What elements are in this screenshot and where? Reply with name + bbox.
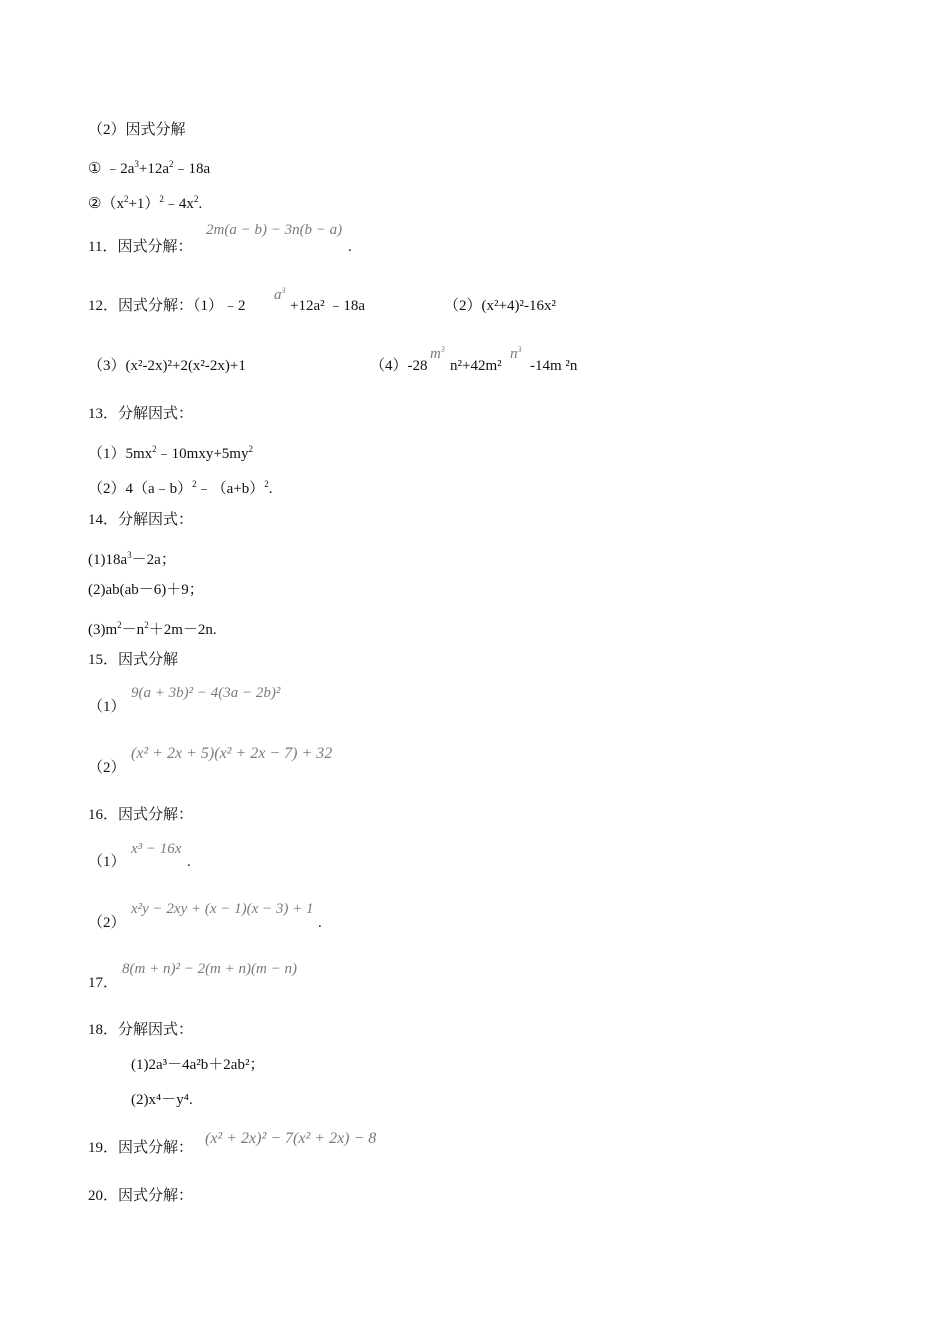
q19-label: 19．因式分解：: [88, 1140, 194, 1156]
q12-part2: （2）(x²+4)²-16x²: [444, 298, 556, 314]
q18-label: 18．分解因式：: [88, 1022, 194, 1038]
q16-label: 16．因式分解：: [88, 807, 194, 823]
q18-part2: (2)x⁴－y⁴.: [131, 1092, 193, 1108]
q13-part1: $(1)5mx^2﹣10mxy+5my^2$: [88, 444, 253, 462]
q19-formula: (x² + 2x)² − 7(x² + 2x) − 8: [205, 1130, 377, 1147]
q16-part2-end: .: [318, 915, 322, 931]
q15-formula1: 9(a + 3b)² − 4(3a − 2b)²: [131, 685, 281, 701]
q12-f1-float: $a^3$: [274, 286, 286, 303]
q13-label: 13．分解因式：: [88, 406, 194, 422]
q11-end: .: [348, 239, 352, 255]
q16-formula2: x²y − 2xy + (x − 1)(x − 3) + 1: [131, 901, 314, 917]
q14-part2: (2)ab(ab－6)＋9；: [88, 582, 204, 598]
q14-part3: $(3)m^2-n^2+2m-2n$.: [88, 620, 217, 638]
q12-part4: （4）-28: [370, 358, 428, 374]
q15-part1: （1）: [88, 699, 126, 715]
q16-part1-end: .: [187, 854, 191, 870]
q13-part2: $(2)4(a﹣b)^2﹣(a+b)^2$.: [88, 479, 273, 497]
q12-part4-mid: n²+42m²: [450, 358, 502, 374]
q16-part2: （2）: [88, 915, 126, 931]
q17-label: 17．: [88, 975, 119, 991]
q20-label: 20．因式分解：: [88, 1188, 194, 1204]
q10-item1: ① $﹣2a^3+12a^2﹣18a$: [88, 159, 211, 177]
q12-part4-m: $m^3$: [430, 345, 445, 362]
q15-label: 15．因式分解: [88, 652, 179, 668]
q12-f1-tail: +12a² ﹣18a: [290, 298, 366, 314]
q15-part2: （2）: [88, 760, 126, 776]
q12-part3: （3）(x²-2x)²+2(x²-2x)+1: [88, 358, 246, 374]
q10-item2: $②(x^2+1)^2﹣4x^2$.: [88, 194, 203, 212]
q14-label: 14．分解因式：: [88, 512, 194, 528]
q18-part1: (1)2a³－4a²b＋2ab²；: [131, 1057, 265, 1073]
q15-formula2: (x² + 2x + 5)(x² + 2x − 7) + 32: [131, 745, 333, 762]
q14-part1: $(1)18a^3-2a$；: [88, 550, 176, 568]
q11-label: 11．因式分解：: [88, 239, 193, 255]
q10-part2-label: （2）因式分解: [88, 122, 186, 138]
q12-part4-tail: -14m ²n: [530, 358, 578, 374]
q12-label: 12．因式分解：（1）﹣2: [88, 298, 246, 314]
q12-part4-n: $n^3$: [510, 345, 522, 362]
q16-part1: （1）: [88, 854, 126, 870]
q17-formula: 8(m + n)² − 2(m + n)(m − n): [122, 961, 297, 977]
q11-formula: 2m(a − b) − 3n(b − a): [206, 222, 343, 238]
q16-formula1: x³ − 16x: [131, 841, 182, 857]
